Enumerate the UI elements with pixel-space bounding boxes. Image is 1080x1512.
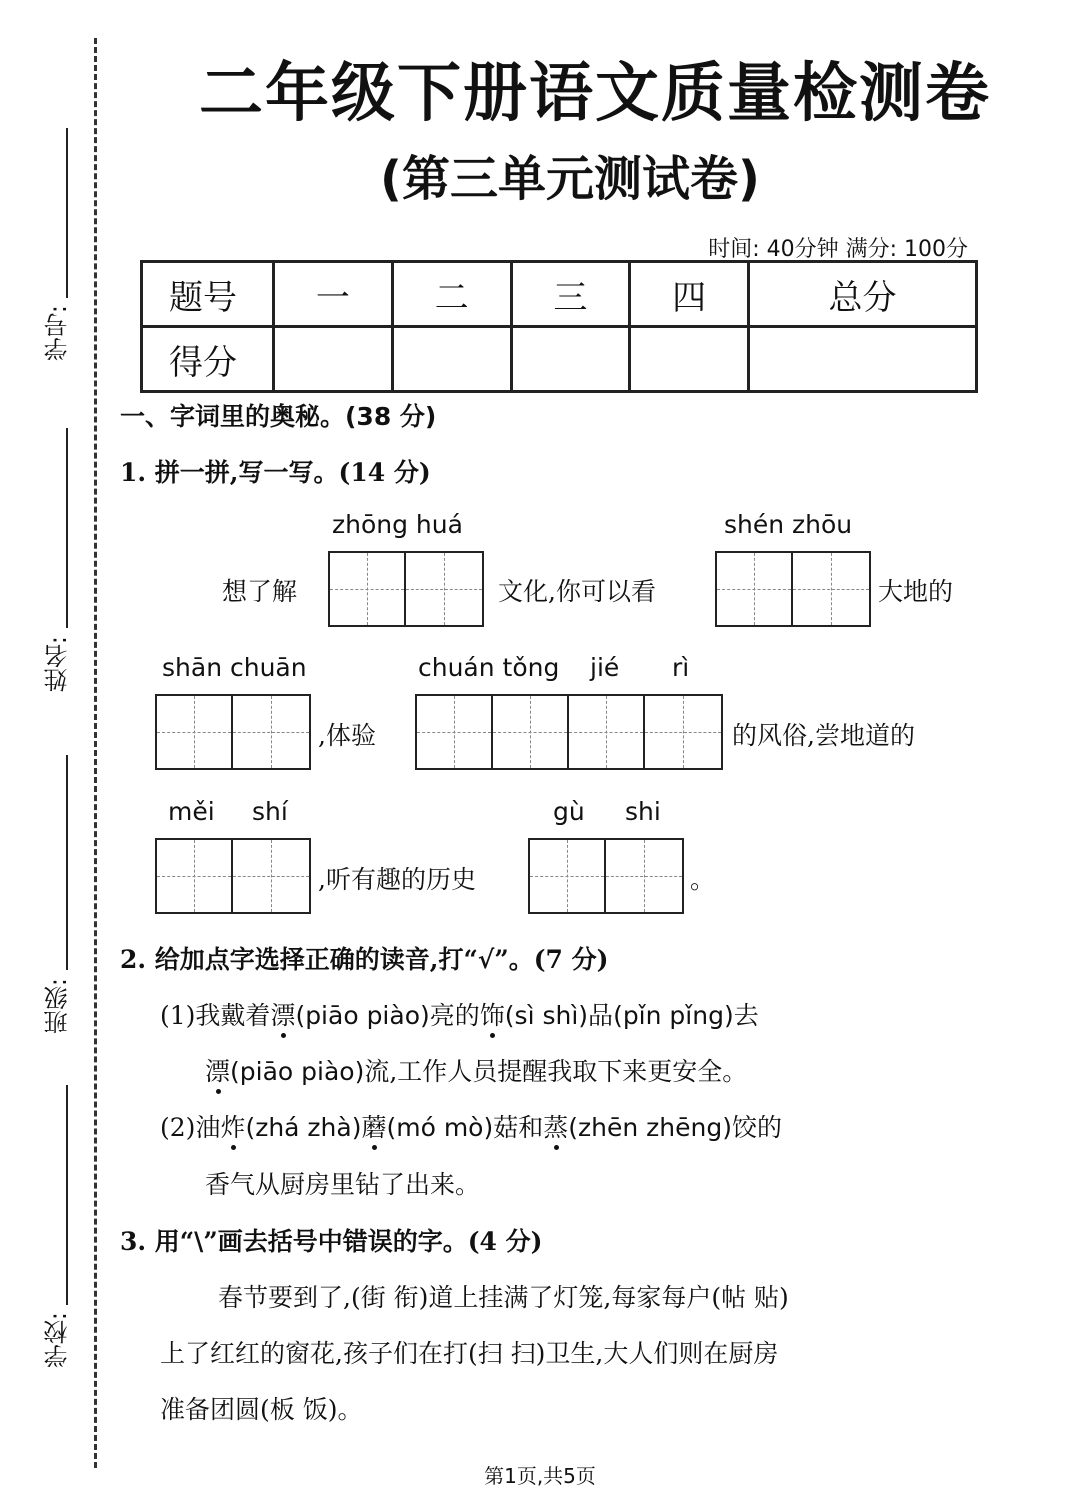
q2-title: 2. 给加点字选择正确的读音,打“√”。(7 分) xyxy=(120,945,609,974)
q1-writing-grid-1[interactable] xyxy=(328,551,484,627)
binding-dashed-line xyxy=(94,38,97,1468)
score-table-score-row xyxy=(142,327,977,392)
q1-title: 1. 拼一拼,写一写。(14 分) xyxy=(120,458,431,487)
q1-text-5: 的风俗,尝地道的 xyxy=(732,721,915,750)
q3-line-1[interactable]: 春节要到了,(街 衔)道上挂满了灯笼,每家每户(帖 贴) xyxy=(218,1283,789,1312)
score-col-1: 一 xyxy=(274,262,393,327)
reading-options[interactable]: (pǐn pǐng) xyxy=(613,1001,734,1030)
q3-title: 3. 用“\”画去括号中错误的字。(4 分) xyxy=(120,1227,543,1256)
score-cell-1[interactable] xyxy=(274,327,393,392)
score-col-4: 四 xyxy=(630,262,749,327)
dotted-char: 蒸 xyxy=(543,1108,568,1144)
score-cell-4[interactable] xyxy=(630,327,749,392)
reading-options[interactable]: (zhá zhà) xyxy=(245,1113,362,1142)
class-label: 班级: xyxy=(44,978,72,1035)
exam-meta: 时间: 40分钟 满分: 100分 xyxy=(708,237,968,262)
q1-pinyin-1: zhōng huá xyxy=(332,510,463,539)
q1-writing-grid-6[interactable] xyxy=(528,838,684,914)
q2-sentence-1: (1)我戴着漂(piāo piào)亮的饰(sì shì)品(pǐn pǐng)去 xyxy=(160,996,759,1032)
q1-pinyin-2: shén zhōu xyxy=(724,510,853,539)
page-subtitle: (第三单元测试卷) xyxy=(380,151,760,207)
q1-writing-grid-4[interactable] xyxy=(415,694,723,770)
q1-pinyin-10: shi xyxy=(625,797,661,826)
q1-pinyin-7: měi xyxy=(168,797,215,826)
q1-pinyin-8: shí xyxy=(252,797,288,826)
student-no-label: 学号: xyxy=(44,305,72,362)
score-table-head-label: 题号 xyxy=(142,262,274,327)
dotted-char: 炸 xyxy=(220,1108,245,1144)
q1-pinyin-4: chuán tǒng xyxy=(418,653,560,682)
school-label: 学校: xyxy=(44,1312,72,1369)
dotted-char: 蘑 xyxy=(361,1108,386,1144)
reading-options[interactable]: (piāo piào) xyxy=(295,1001,430,1030)
reading-options[interactable]: (sì shì) xyxy=(504,1001,589,1030)
q1-pinyin-3: shān chuān xyxy=(162,653,307,682)
score-col-total: 总分 xyxy=(749,262,977,327)
school-rule xyxy=(66,1085,68,1305)
q2-sentence-2: 漂(piāo piào)流,工作人员提醒我取下来更安全。 xyxy=(205,1052,747,1088)
name-label: 姓名: xyxy=(44,636,72,693)
score-col-2: 二 xyxy=(392,262,511,327)
dotted-char: 饰 xyxy=(480,996,505,1032)
q1-text-6: ,听有趣的历史 xyxy=(318,865,476,894)
score-table-score-label: 得分 xyxy=(142,327,274,392)
score-table-header-row xyxy=(142,262,977,327)
dotted-char: 漂 xyxy=(205,1052,230,1088)
q1-text-7: 。 xyxy=(690,865,716,894)
score-table xyxy=(140,260,978,393)
q1-pinyin-9: gù xyxy=(553,797,585,826)
student-no-rule xyxy=(66,128,68,298)
q1-text-4: ,体验 xyxy=(318,721,376,750)
q1-writing-grid-5[interactable] xyxy=(155,838,311,914)
q1-pinyin-5: jié xyxy=(590,653,620,682)
reading-options[interactable]: (piāo piào) xyxy=(230,1057,365,1086)
q1-text-2: 文化,你可以看 xyxy=(498,577,656,606)
q1-text-1: 想了解 xyxy=(222,577,298,606)
q2-sentence-3: (2)油炸(zhá zhà)蘑(mó mò)菇和蒸(zhēn zhēng)饺的 xyxy=(160,1108,782,1144)
q1-writing-grid-3[interactable] xyxy=(155,694,311,770)
score-cell-3[interactable] xyxy=(511,327,630,392)
score-cell-2[interactable] xyxy=(392,327,511,392)
q3-line-2[interactable]: 上了红红的窗花,孩子们在打(扫 扫)卫生,大人们则在厨房 xyxy=(160,1339,779,1368)
section-1-heading: 一、字词里的奥秘。(38 分) xyxy=(120,402,437,431)
dotted-char: 漂 xyxy=(270,996,295,1032)
q1-writing-grid-2[interactable] xyxy=(715,551,871,627)
name-rule xyxy=(66,428,68,628)
reading-options[interactable]: (zhēn zhēng) xyxy=(568,1113,732,1142)
page-title: 二年级下册语文质量检测卷 xyxy=(199,57,991,131)
score-col-3: 三 xyxy=(511,262,630,327)
score-cell-total[interactable] xyxy=(749,327,977,392)
reading-options[interactable]: (mó mò) xyxy=(386,1113,494,1142)
class-rule xyxy=(66,755,68,970)
page-footer: 第1页,共5页 xyxy=(484,1464,596,1488)
q1-text-3: 大地的 xyxy=(878,577,954,606)
q3-line-3[interactable]: 准备团圆(板 饭)。 xyxy=(160,1395,363,1424)
q2-sentence-4: 香气从厨房里钻了出来。 xyxy=(205,1170,481,1199)
binding-margin xyxy=(0,0,110,1512)
q1-pinyin-6: rì xyxy=(672,653,690,682)
